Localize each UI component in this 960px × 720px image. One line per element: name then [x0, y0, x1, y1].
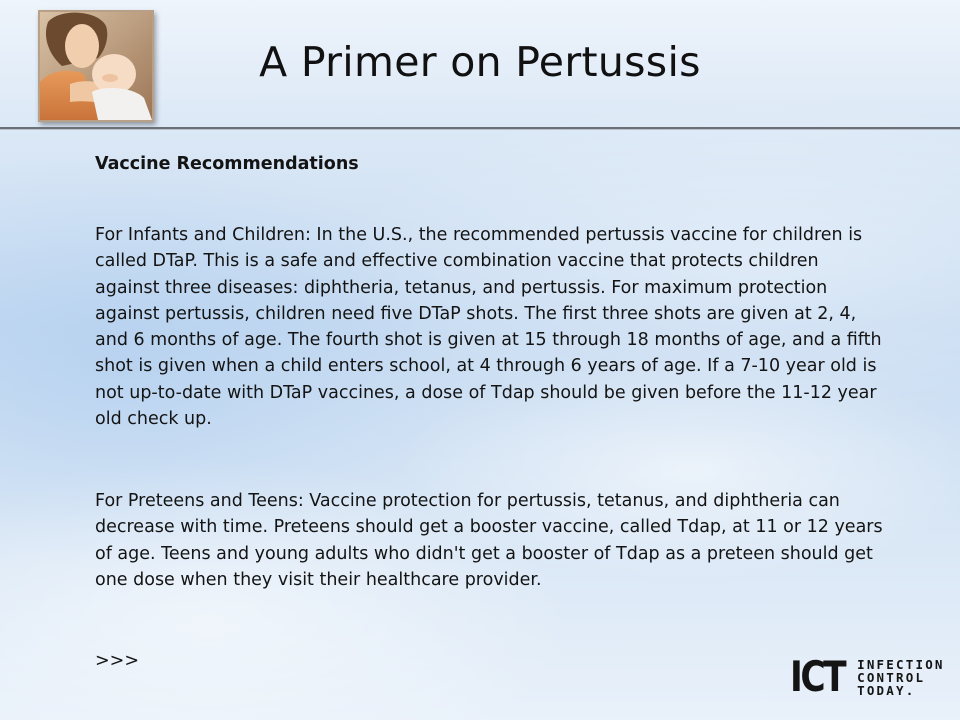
logo-line-2: CONTROL — [857, 669, 926, 685]
logo-mark: ICT — [790, 652, 845, 701]
slide-content — [95, 150, 900, 671]
page-title: A Primer on Pertussis — [259, 38, 701, 86]
header-divider — [0, 127, 960, 130]
logo-line-3: TODAY. — [857, 682, 916, 698]
logo-wordmark — [857, 658, 945, 697]
infection-control-today-logo — [790, 652, 945, 701]
section-heading: Vaccine Recommendations — [95, 154, 359, 174]
continue-indicator: >>> — [95, 651, 139, 671]
paragraph-infants-children: For Infants and Children: In the U.S., the recommended pertussis vaccine for children is called DTaP. This is a safe and effective combination vaccine that protects children against three diseases: diphtheria, tetanus, and pertussis. For maximum protection against pertussis, children need five DTaP shots. The first three shots are given at 2, 4, and 6 months of age. The fourth shot is given at 15 through 18 months of age, and a fifth shot is given when a child enters school, at 4 through 6 years of age. If a 7-10 year old is not up-to-date with DTaP vaccines, a dose of Tdap should be given before the 11-12 year old check up. — [95, 225, 882, 430]
paragraph-preteens-teens: For Preteens and Teens: Vaccine protection for pertussis, tetanus, and diphtheria can decrease with time. Preteens should get a booster vaccine, called Tdap, at 11 or 12 years of age. Teens and young adults who didn't get a booster of Tdap as a preteen should get one dose when they visit their healthcare provider. — [95, 491, 883, 590]
logo-line-1: INFECTION — [857, 656, 945, 672]
